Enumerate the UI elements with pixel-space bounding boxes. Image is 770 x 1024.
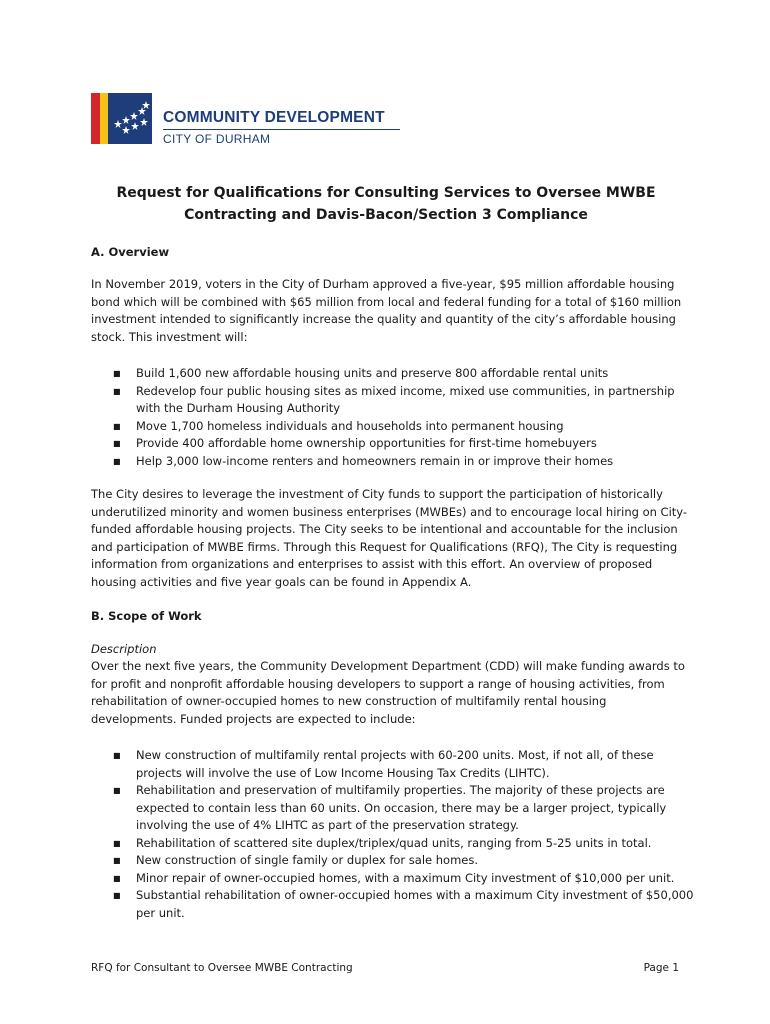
text-line: housing activities and five year goals can be found in Appendix A. [91, 574, 472, 589]
text-line: Over the next five years, the Community Development Department (CDD) will make funding awards to [91, 659, 685, 673]
logo-divider [163, 129, 400, 130]
footer-title: RFQ for Consultant to Oversee MWBE Contracting [91, 962, 353, 974]
text-line: information from organizations and enterprises to assist with this effort. An overview of proposed [91, 557, 653, 571]
section-b-paragraph [91, 658, 691, 728]
list-item: ■ Build 1,600 new affordable housing units and preserve 800 affordable rental units [113, 365, 675, 383]
section-a-intro [91, 276, 691, 346]
section-a-paragraph [91, 486, 691, 591]
bullet-icon: ■ [113, 421, 121, 431]
logo-subtitle: CITY OF DURHAM [163, 132, 271, 146]
bullet-icon: ■ [113, 456, 121, 466]
list-item: ■ Provide 400 affordable home ownership opportunities for first-time homebuyers [113, 435, 675, 453]
page-number: Page 1 [643, 962, 679, 974]
bullet-icon: ■ [113, 439, 121, 448]
text-line: developments. Funded projects are expected to include: [91, 711, 416, 726]
list-item: ■ Move 1,700 homeless individuals and households into permanent housing [113, 418, 675, 436]
list-item: ■ Rehabilitation and preservation of multifamily properties. The majority of these projects are expected to contain less than 60 units. On occasion, there may be a larger project, typically involving the use of 4% LIHTC as part of the preservation strategy. [113, 783, 667, 832]
list-item: ■ Minor repair of owner-occupied homes, with a maximum City investment of $10,000 per unit. [113, 870, 693, 888]
logo-red-stripe [91, 93, 100, 144]
bullet-icon: ■ [113, 786, 121, 795]
text-line: The City desires to leverage the investment of City funds to support the participation of historically [91, 487, 663, 501]
bullet-icon: ■ [113, 751, 121, 760]
projects-list [113, 747, 693, 922]
text-line: for profit and nonprofit affordable housing developers to support a range of housing activities, from [91, 676, 665, 691]
bullet-icon: ■ [113, 873, 121, 883]
list-item: ■ Rehabilitation of scattered site duplex/triplex/quad units, ranging from 5-25 units in total. [113, 835, 693, 853]
document-title [91, 182, 681, 226]
text-line: rehabilitation of owner-occupied homes to new construction of multifamily rental housing [91, 694, 607, 708]
bullet-icon: ■ [113, 386, 121, 396]
list-item: ■ Redevelop four public housing sites as mixed income, mixed use communities, in partnership with the Durham Housing Authority [113, 383, 675, 415]
text-line: and participation of MWBE firms. Through this Request for Qualifications (RFQ), The City is requesting [91, 539, 678, 554]
text-line: investment intended to significantly increase the quality and quantity of the city’s affordable housing [91, 312, 676, 326]
logo-yellow-stripe [100, 93, 108, 144]
title-line: Contracting and Davis-Bacon/Section 3 Compliance [184, 207, 588, 223]
description-subheading: Description [91, 642, 157, 656]
bullet-icon: ■ [113, 856, 121, 865]
bullet-icon: ■ [113, 369, 121, 378]
text-line: stock. This investment will: [91, 329, 248, 344]
text-line: funded affordable housing projects. The City seeks to be intentional and accountable for the inclusion [91, 522, 678, 536]
bullet-icon: ■ [113, 838, 121, 848]
logo-title: COMMUNITY DEVELOPMENT [163, 109, 385, 126]
text-line: underutilized minority and women business enterprises (MWBEs) and to encourage local hiring on City- [91, 504, 688, 519]
section-a-heading: A. Overview [91, 245, 170, 259]
text-line: In November 2019, voters in the City of Durham approved a five-year, $95 million affordable housing [91, 277, 675, 291]
list-item: ■ Help 3,000 low-income renters and homeowners remain in or improve their homes [113, 453, 675, 471]
investment-list [113, 365, 675, 470]
bullet-icon: ■ [113, 891, 121, 900]
list-item: ■ Substantial rehabilitation of owner-occupied homes with a maximum City investment of $50,000 per unit. [113, 888, 694, 920]
stars-icon [108, 93, 152, 144]
section-b-heading: B. Scope of Work [91, 609, 202, 623]
list-item: ■ New construction of multifamily rental projects with 60-200 units. Most, if not all, of these projects will involve the use of Low Income Housing Tax Credits (LIHTC). [113, 748, 654, 780]
list-item: ■ New construction of single family or duplex for sale homes. [113, 852, 693, 870]
title-line: Request for Qualifications for Consulting Services to Oversee MWBE [116, 185, 656, 201]
text-line: bond which will be combined with $65 million from local and federal funding for a total of $160 million [91, 294, 682, 309]
